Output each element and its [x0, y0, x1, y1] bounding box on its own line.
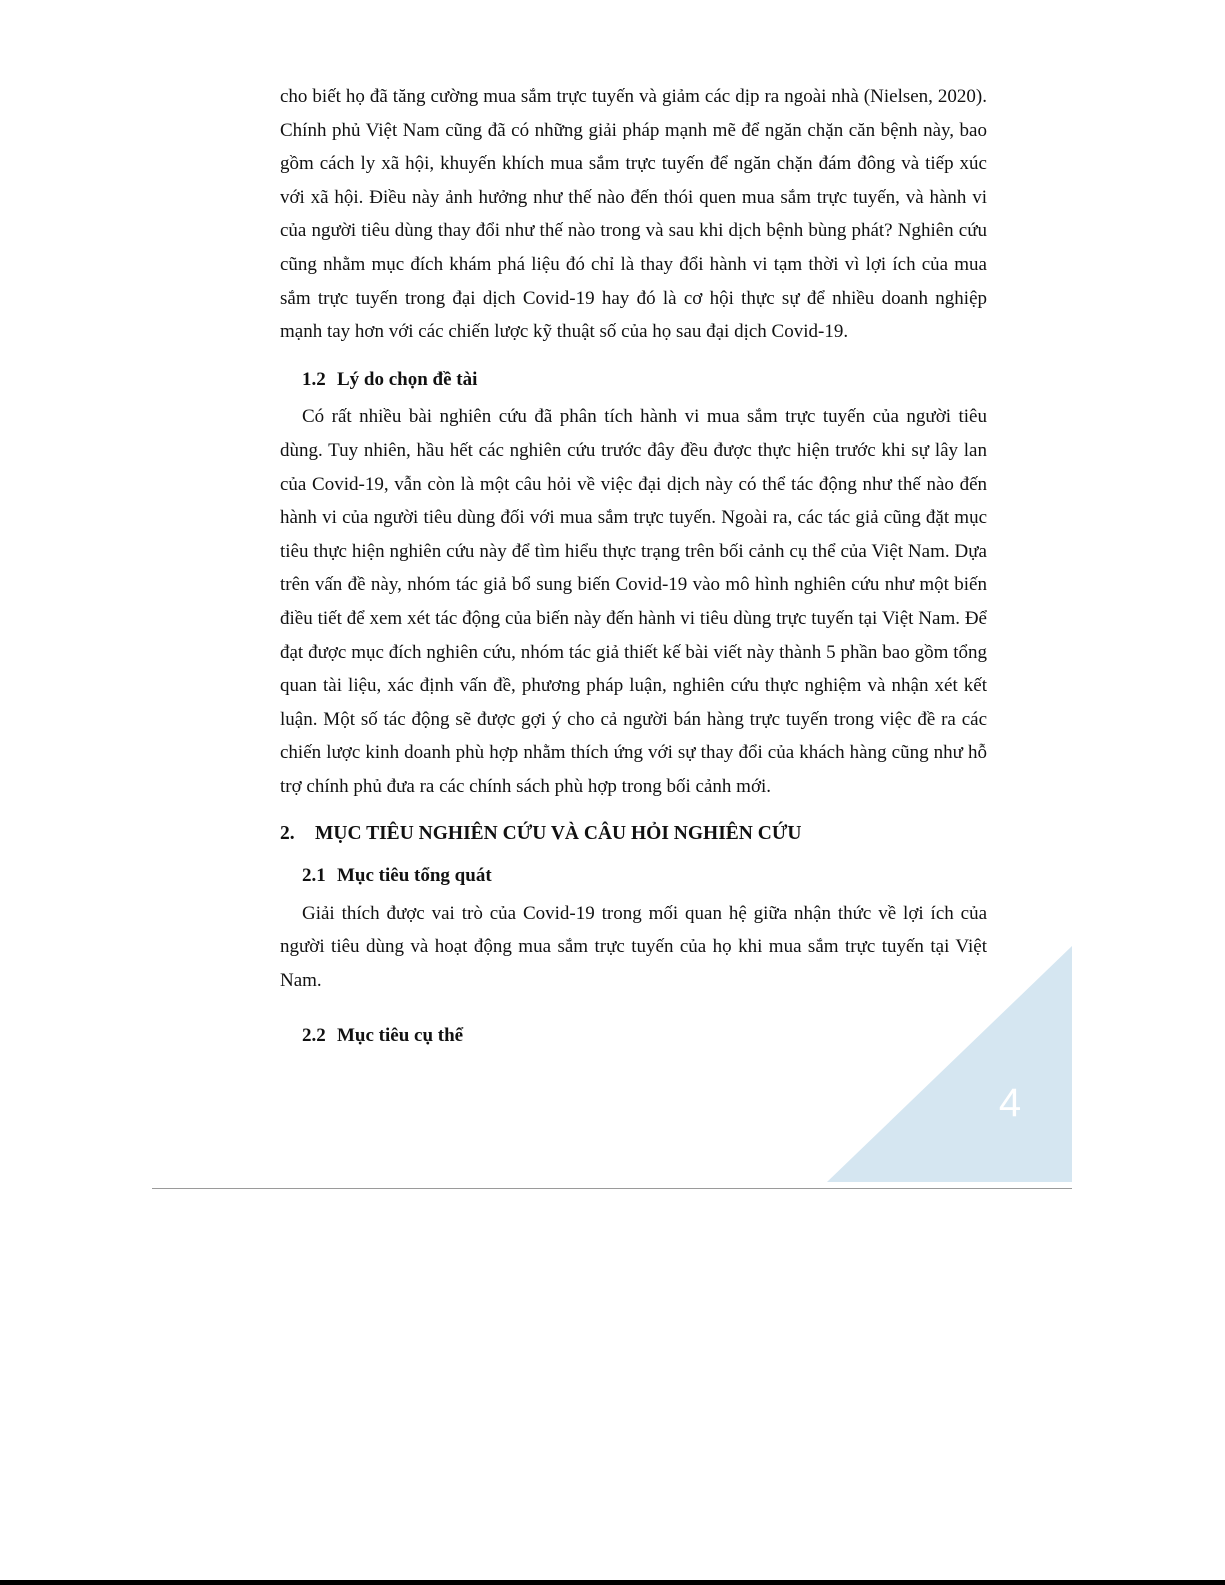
section-title: Mục tiêu cụ thể	[337, 1025, 464, 1047]
page-number: 4	[998, 1081, 1022, 1125]
intro-paragraph: cho biết họ đã tăng cường mua sắm trực tuyến và giảm các dịp ra ngoài nhà (Nielsen, 2020). Chính phủ Việt Nam cũng đã có những giải pháp mạnh mẽ để ngăn chặn căn bệnh này, bao gồm cách ly xã hội, khuyến khích mua sắm trực tuyến để ngăn chặn đám đông và tiếp xúc với xã hội. Điều này ảnh hưởng như thế nào đến thói quen mua sắm trực tuyến, và hành vi của người tiêu dùng thay đổi như thế nào trong và sau khi dịch bệnh bùng phát? Nghiên cứu cũng nhằm mục đích khám phá liệu đó chỉ là thay đổi hành vi tạm thời vì lợi ích của mua sắm trực tuyến trong đại dịch Covid-19 hay đó là cơ hội thực sự để nhiều doanh nghiệp mạnh tay hơn với các chiến lược kỹ thuật số của họ sau đại dịch Covid-19.	[280, 86, 987, 343]
section-heading-2	[280, 817, 987, 851]
reason-paragraph: Có rất nhiều bài nghiên cứu đã phân tích hành vi mua sắm trực tuyến của người tiêu dùng. Tuy nhiên, hầu hết các nghiên cứu trước đây đều được thực hiện trước khi sự lây lan của Covid-19, vẫn còn là một câu hỏi về việc đại dịch này có thể tác động như thế nào đến hành vi của người tiêu dùng đối với mua sắm trực tuyến. Ngoài ra, các tác giả cũng đặt mục tiêu thực hiện nghiên cứu này để tìm hiểu thực trạng trên bối cảnh cụ thể của Việt Nam. Dựa trên vấn đề này, nhóm tác giả bổ sung biến Covid-19 vào mô hình nghiên cứu như một biến điều tiết để xem xét tác động của biến này đến hành vi tiêu dùng trực tuyến tại Việt Nam. Để đạt được mục đích nghiên cứu, nhóm tác giả thiết kế bài viết này thành 5 phần bao gồm tổng quan tài liệu, xác định vấn đề, phương pháp luận, nghiên cứu thực nghiệm và nhận xét kết luận. Một số tác động sẽ được gợi ý cho cả người bán hàng trực tuyến trong việc đề ra các chiến lược kinh doanh phù hợp nhằm thích ứng với sự thay đổi của khách hàng cũng như hỗ trợ chính phủ đưa ra các chính sách phù hợp trong bối cảnh mới.	[280, 406, 987, 797]
section-heading-1-2	[280, 363, 987, 397]
section-heading-2-2	[280, 1019, 987, 1053]
section-title: Lý do chọn đề tài	[337, 368, 478, 390]
section-title: Mục tiêu tổng quát	[337, 865, 492, 887]
section-number: 2.2	[302, 1025, 326, 1047]
section-number: 1.2	[302, 368, 326, 390]
footer-divider	[152, 1188, 1072, 1189]
page-body	[280, 80, 987, 1053]
section-number: 2.	[280, 823, 295, 845]
section-heading-2-1	[280, 859, 987, 893]
section-title: MỤC TIÊU NGHIÊN CỨU VÀ CÂU HỎI NGHIÊN CỨU	[315, 823, 802, 845]
page-bottom-edge	[0, 1580, 1225, 1585]
section-number: 2.1	[302, 865, 326, 887]
general-objective-paragraph: Giải thích được vai trò của Covid-19 trong mối quan hệ giữa nhận thức về lợi ích của người tiêu dùng và hoạt động mua sắm trực tuyến của họ khi mua sắm trực tuyến tại Việt Nam.	[280, 902, 987, 991]
